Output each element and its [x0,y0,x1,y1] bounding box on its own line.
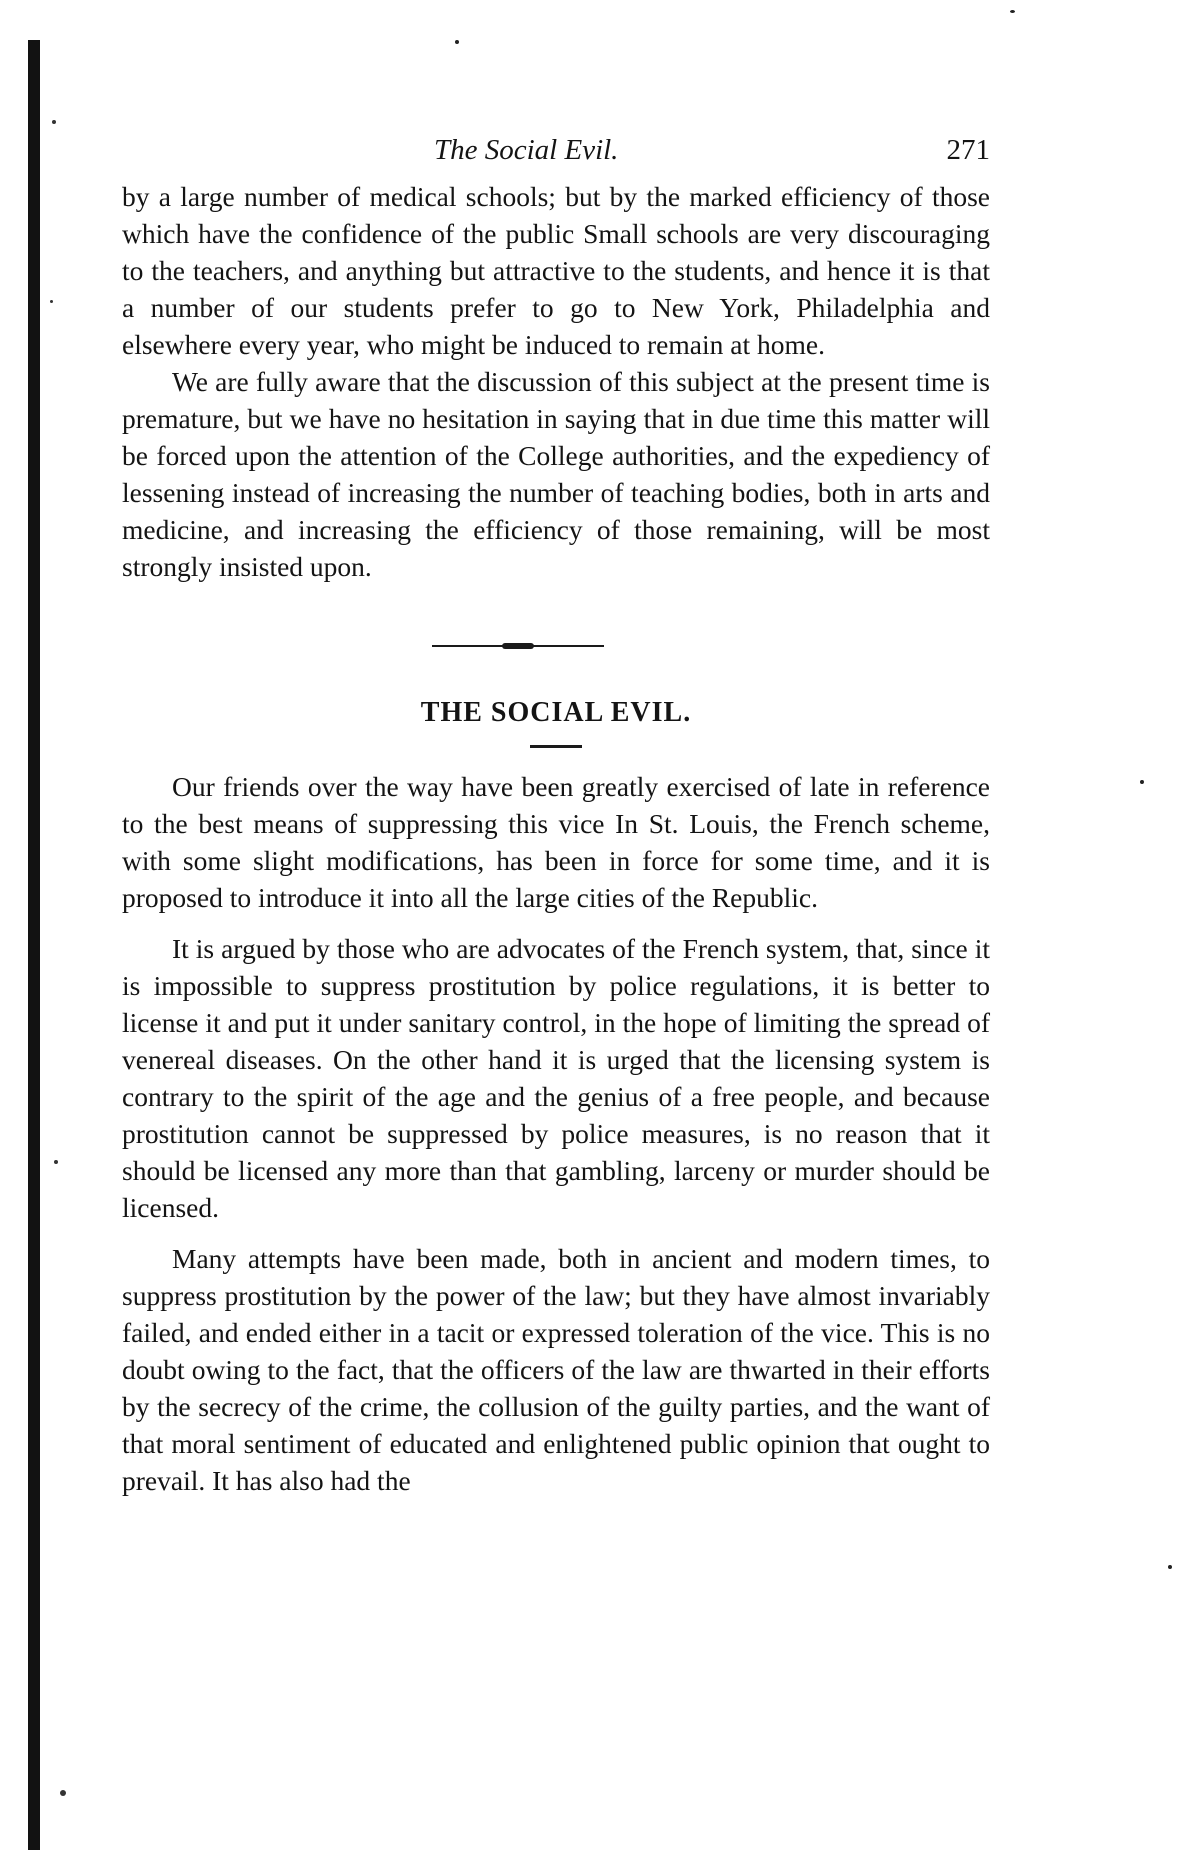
running-title: The Social Evil. [434,134,619,166]
continued-paragraph: by a large number of medical schools; but by the marked efficiency of those which have the confidence of the public Small schools are very discouraging to the teachers, and anything but attractive to the students, and hence it is that a number of our students prefer to go to New York, Philadelphia and elsewhere every year, who might be induced to remain at home. [122,181,990,360]
spine-speck [54,1160,58,1164]
divider-ornament [502,643,534,649]
spine-speck [50,300,53,303]
page-number: 271 [946,134,990,166]
heading-underline [530,745,582,748]
article-heading: THE SOCIAL EVIL. [420,697,692,728]
spine-speck [52,120,56,124]
section-divider [122,585,990,695]
article-paragraph-1: Our friends over the way have been greatly exercised of late in reference to the best means of suppressing this vice In St. Louis, the French scheme, with some slight modifications, has been in force for some time, and it is proposed to introduce it into all the large cities of the Republic. [122,771,990,913]
running-head [122,128,990,178]
paragraph-awareness: We are fully aware that the discussion of this subject at the present time is premature, but we have no hesitation in saying that in due time this matter will be forced upon the attention of the College authorities, and the expediency of lessening instead of increasing the number of teaching bodies, both in arts and medicine, and increasing the efficiency of those remaining, will be most strongly insisted upon. [122,366,990,582]
article-paragraph-3: Many attempts have been made, both in ancient and modern times, to suppress prostitution by the power of the law; but they have almost invariably failed, and ended either in a tacit or expressed toleration of the vice. This is no doubt owing to the fact, that the officers of the law are thwarted in their efforts by the secrecy of the crime, the collusion of the guilty parties, and the want of that moral sentiment of educated and enlightened public opinion that ought to prevail. It has also had the [122,1243,990,1496]
paper-speck [1010,10,1015,13]
article-paragraph-2: It is argued by those who are advocates of the French system, that, since it is impossible to suppress prostitution by police regulations, it is better to license it and put it under sanitary control, in the hope of limiting the spread of venereal diseases. On the other hand it is urged that the licensing system is contrary to the spirit of the age and the genius of a free people, and because prostitution cannot be suppressed by police measures, is no reason that it should be licensed any more than that gambling, larceny or murder should be licensed. [122,933,990,1223]
paper-speck [1140,780,1144,784]
book-page [122,128,990,1499]
book-spine-shadow [28,40,40,1850]
paper-speck [1168,1565,1172,1569]
spine-speck [60,1790,66,1796]
paper-speck [455,40,459,44]
